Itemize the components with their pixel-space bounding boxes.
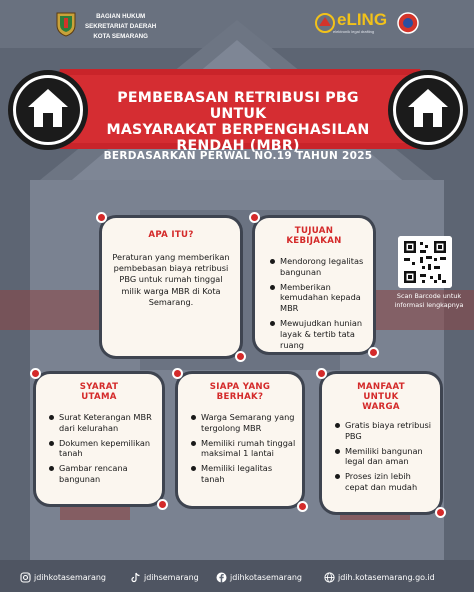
- instagram-icon[interactable]: [20, 572, 31, 583]
- card-title-line: KEBIJAKAN: [286, 236, 342, 246]
- pin-icon: [249, 212, 260, 223]
- card-title: [178, 382, 302, 402]
- card-title: [322, 382, 440, 412]
- qr-caption: [389, 292, 469, 310]
- footer-instagram[interactable]: jdihkotasemarang: [34, 573, 106, 582]
- card-manfaat-untuk-warga: [322, 374, 440, 512]
- list-item: Mendorong legalitas bangunan: [269, 256, 367, 278]
- pin-icon: [235, 351, 246, 362]
- facebook-icon[interactable]: [216, 572, 227, 583]
- card-title: APA ITU?: [148, 230, 194, 240]
- house-badge-right: [388, 70, 468, 150]
- card-title-line: WARGA: [362, 402, 400, 412]
- qr-code: [398, 236, 452, 288]
- list-item: Memiliki rumah tinggal maksimal 1 lantai: [190, 438, 296, 460]
- card-list: [334, 420, 434, 493]
- list-item: Memiliki bangunan legal dan aman: [334, 446, 434, 468]
- pin-icon: [435, 507, 446, 518]
- card-list: [190, 412, 296, 485]
- list-item: Warga Semarang yang tergolong MBR: [190, 412, 296, 434]
- qr-caption-line: Scan Barcode untuk: [396, 292, 462, 300]
- card-siapa-yang-berhak: [178, 374, 302, 506]
- card-title: [36, 382, 162, 402]
- list-item: Proses izin lebih cepat dan mudah: [334, 471, 434, 493]
- eling-logo-text: eLING: [337, 10, 388, 29]
- pin-icon: [157, 499, 168, 510]
- list-item: Gratis biaya retribusi PBG: [334, 420, 434, 442]
- house-badge-left: [8, 70, 88, 150]
- house-icon: [26, 87, 70, 129]
- pin-icon: [30, 368, 41, 379]
- org-line-1: BAGIAN HUKUM: [96, 13, 146, 20]
- house-icon: [406, 87, 450, 129]
- card-list: [48, 412, 156, 485]
- subtitle: BERDASARKAN PERWAL NO.19 TAHUN 2025: [103, 150, 373, 162]
- footer-tiktok[interactable]: jdihsemarang: [144, 573, 199, 582]
- list-item: Memberikan kemudahan kepada MBR: [269, 282, 367, 314]
- globe-icon[interactable]: [324, 572, 335, 583]
- list-item: Dokumen kepemilikan tanah: [48, 438, 156, 460]
- footer-website[interactable]: jdih.kotasemarang.go.id: [338, 573, 435, 582]
- qr-caption-line: informasi lengkapnya: [394, 301, 464, 309]
- list-item: Surat Keterangan MBR dari kelurahan: [48, 412, 156, 434]
- card-title-line: SYARAT: [79, 382, 119, 392]
- list-item: Gambar rencana bangunan: [48, 463, 156, 485]
- footer-facebook[interactable]: jdihkotasemarang: [230, 573, 302, 582]
- org-line-2: SEKRETARIAT DAERAH: [85, 23, 157, 30]
- partner-logo: [397, 11, 419, 35]
- card-apa-itu: [102, 218, 240, 356]
- pin-icon: [96, 212, 107, 223]
- pin-icon: [172, 368, 183, 379]
- main-title: [96, 90, 380, 154]
- list-item: Mewujudkan hunian layak & tertib tata ruang: [269, 318, 367, 350]
- card-title-line: MANFAAT: [357, 382, 405, 392]
- title-line-1: PEMBEBASAN RETRIBUSI PBG UNTUK: [117, 90, 359, 122]
- title-line-2: MASYARAKAT BERPENGHASILAN: [106, 122, 370, 138]
- pin-icon: [316, 368, 327, 379]
- card-title-line: TUJUAN: [294, 226, 334, 236]
- tiktok-icon[interactable]: [130, 572, 141, 583]
- card-title-line: SIAPA YANG: [209, 382, 271, 392]
- eling-tagline: elektronik legal drafting: [333, 29, 375, 34]
- card-syarat-utama: [36, 374, 162, 504]
- card-title-line: UNTUK: [363, 392, 399, 402]
- card-list: [269, 256, 367, 350]
- pin-icon: [297, 501, 308, 512]
- list-item: Memiliki legalitas tanah: [190, 463, 296, 485]
- card-tujuan-kebijakan: [255, 218, 373, 352]
- card-title: [255, 226, 373, 246]
- org-name: [85, 12, 156, 42]
- semarang-crest-logo: [55, 11, 77, 37]
- card-title-line: BERHAK?: [216, 392, 264, 402]
- card-title-line: UTAMA: [81, 392, 117, 402]
- title-line-3: RENDAH (MBR): [176, 138, 300, 154]
- card-body: Peraturan yang memberikan pembebasan biaya retribusi PBG untuk rumah tinggal milik warga MBR di Kota Semarang.: [112, 252, 230, 307]
- pin-icon: [368, 347, 379, 358]
- org-line-3: KOTA SEMARANG: [93, 33, 148, 40]
